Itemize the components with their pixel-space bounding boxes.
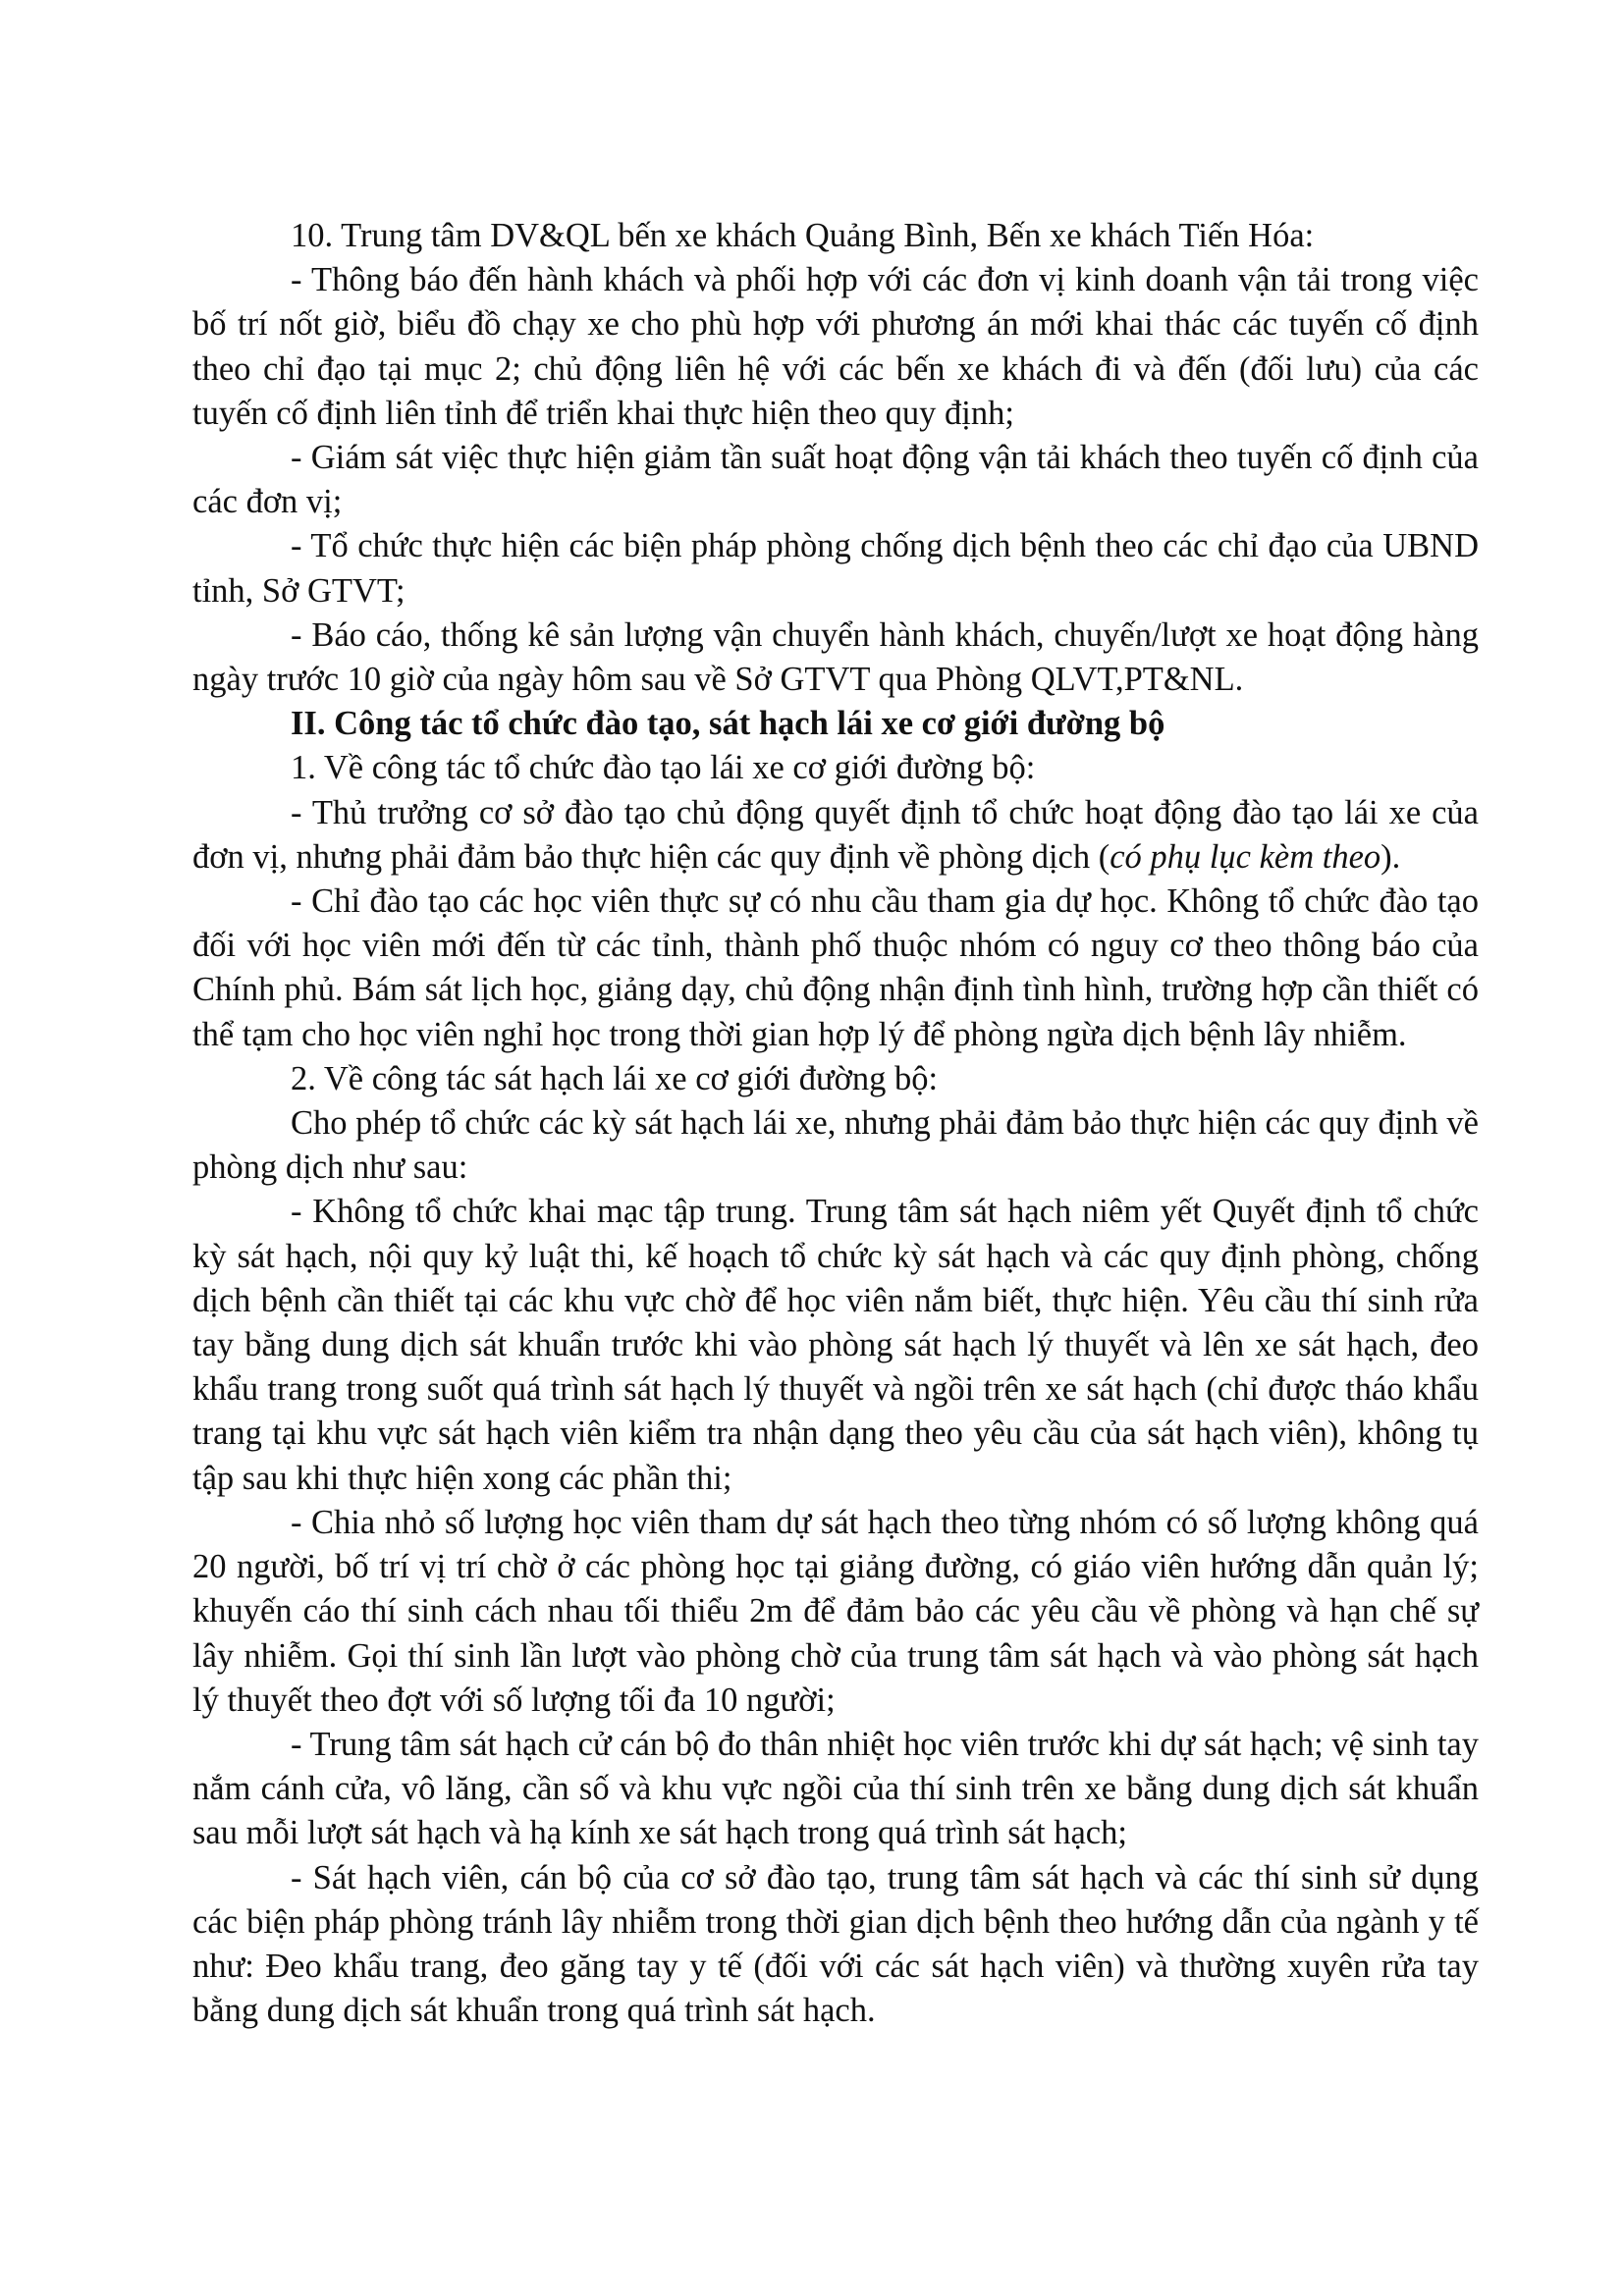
- subsection-2-item: - Chia nhỏ số lượng học viên tham dự sát hạch theo từng nhóm có số lượng không quá 20 người, bố trí vị trí chờ ở các phòng học tại giảng đường, có giáo viên hướng dẫn quản lý; khuyến cáo thí sinh cách nhau tối thiểu 2m để đảm bảo các yêu cầu về phòng và hạn chế sự lây nhiễm. Gọi thí sinh lần lượt vào phòng chờ của trung tâm sát hạch và vào phòng sát hạch lý thuyết theo đợt với số lượng tối đa 10 người;: [192, 1503, 1479, 1719]
- subsection-1-item: [192, 791, 1479, 880]
- subsection-1-item-text: - Thủ trưởng cơ sở đào tạo chủ động quyết định tổ chức hoạt động đào tạo lái xe của đơn vị, nhưng phải đảm bảo thực hiện các quy định về phòng dịch (: [192, 793, 1479, 876]
- appendix-note: có phụ lục kèm theo: [1110, 837, 1381, 876]
- section-ii-heading: II. Công tác tổ chức đào tạo, sát hạch lái xe cơ giới đường bộ: [291, 705, 1165, 743]
- subsection-1-heading: 1. Về công tác tổ chức đào tạo lái xe cơ giới đường bộ:: [291, 749, 1036, 787]
- subsection-2-heading: 2. Về công tác sát hạch lái xe cơ giới đường bộ:: [291, 1059, 939, 1097]
- document-page: [192, 214, 1479, 2033]
- subsection-1-item-end: ).: [1380, 837, 1401, 876]
- section-10-heading: 10. Trung tâm DV&QL bến xe khách Quảng Bình, Bến xe khách Tiến Hóa:: [291, 217, 1315, 254]
- section-10-item: - Giám sát việc thực hiện giảm tần suất hoạt động vận tải khách theo tuyến cố định của các đơn vị;: [192, 439, 1479, 521]
- subsection-2-item: - Sát hạch viên, cán bộ của cơ sở đào tạo, trung tâm sát hạch và các thí sinh sử dụng các biện pháp phòng tránh lây nhiễm trong thời gian dịch bệnh theo hướng dẫn của ngành y tế như: Đeo khẩu trang, đeo găng tay y tế (đối với các sát hạch viên) và thường xuyên rửa tay bằng dung dịch sát khuẩn trong quá trình sát hạch.: [192, 1858, 1479, 2030]
- subsection-2-item: - Không tổ chức khai mạc tập trung. Trung tâm sát hạch niêm yết Quyết định tổ chức kỳ sát hạch, nội quy kỷ luật thi, kế hoạch tổ chức kỳ sát hạch và các quy định phòng, chống dịch bệnh cần thiết tại các khu vực chờ để học viên nắm biết, thực hiện. Yêu cầu thí sinh rửa tay bằng dung dịch sát khuẩn trước khi vào phòng sát hạch lý thuyết và lên xe sát hạch, đeo khẩu trang trong suốt quá trình sát hạch lý thuyết và ngồi trên xe sát hạch (chỉ được tháo khẩu trang tại khu vực sát hạch viên kiểm tra nhận dạng theo yêu cầu của sát hạch viên), không tụ tập sau khi thực hiện xong các phần thi;: [192, 1193, 1479, 1497]
- subsection-2-item: - Trung tâm sát hạch cử cán bộ đo thân nhiệt học viên trước khi dự sát hạch; vệ sinh tay nắm cánh cửa, vô lăng, cần số và khu vực ngồi của thí sinh trên xe bằng dung dịch sát khuẩn sau mỗi lượt sát hạch và hạ kính xe sát hạch trong quá trình sát hạch;: [192, 1725, 1479, 1852]
- section-10-item: - Thông báo đến hành khách và phối hợp với các đơn vị kinh doanh vận tải trong việc bố trí nốt giờ, biểu đồ chạy xe cho phù hợp với phương án mới khai thác các tuyến cố định theo chỉ đạo tại mục 2; chủ động liên hệ với các bến xe khách đi và đến (đối lưu) của các tuyến cố định liên tỉnh để triển khai thực hiện theo quy định;: [192, 261, 1479, 432]
- subsection-2-intro: Cho phép tổ chức các kỳ sát hạch lái xe, nhưng phải đảm bảo thực hiện các quy định về phòng dịch như sau:: [192, 1104, 1479, 1187]
- section-10-item: - Tổ chức thực hiện các biện pháp phòng chống dịch bệnh theo các chỉ đạo của UBND tỉnh, Sở GTVT;: [192, 527, 1479, 610]
- section-10-item: - Báo cáo, thống kê sản lượng vận chuyển hành khách, chuyến/lượt xe hoạt động hàng ngày trước 10 giờ của ngày hôm sau về Sở GTVT qua Phòng QLVT,PT&NL.: [192, 615, 1479, 699]
- subsection-1-item: - Chỉ đào tạo các học viên thực sự có nhu cầu tham gia dự học. Không tổ chức đào tạo đối với học viên mới đến từ các tỉnh, thành phố thuộc nhóm có nguy cơ theo thông báo của Chính phủ. Bám sát lịch học, giảng dạy, chủ động nhận định tình hình, trường hợp cần thiết có thể tạm cho học viên nghỉ học trong thời gian hợp lý để phòng ngừa dịch bệnh lây nhiễm.: [192, 882, 1479, 1053]
